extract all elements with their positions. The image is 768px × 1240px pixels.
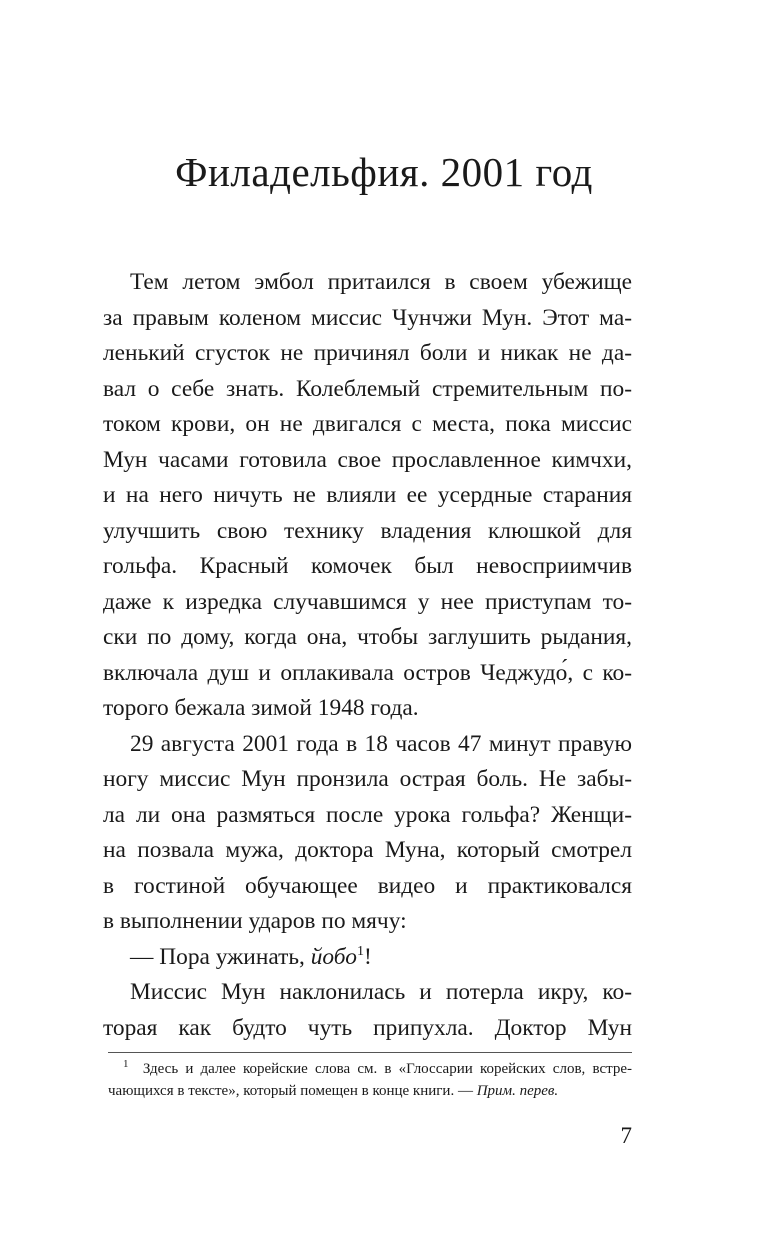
korean-word: йобо <box>310 944 357 970</box>
text-line: в выполнении ударов по мячу: <box>103 908 407 934</box>
text-line: Мун часами готовила свое прославленное кимчхи, <box>103 447 632 473</box>
footnote-marker: 1 <box>123 1058 129 1070</box>
text-line: торая как будто чуть припухла. Доктор Мун <box>103 1015 632 1041</box>
footnote-text: Здесь и далее корейские слова см. в «Глоссарии корейских слов, встре- <box>142 1061 632 1077</box>
text-line: торого бежала зимой 1948 года. <box>103 695 419 721</box>
dialogue-text: — Пора ужинать, <box>130 944 311 970</box>
text-line: на позвала мужа, доктора Муна, который смотрел <box>103 837 632 863</box>
text-line: вал о себе знать. Колеблемый стремительным по- <box>103 376 632 402</box>
text-line: гольфа. Красный комочек был невосприимчив <box>103 553 632 579</box>
text-line: в гостиной обучающее видео и практиковался <box>103 873 632 899</box>
text-line: Миссис Мун наклонилась и потерла икру, ко- <box>130 979 632 1005</box>
text-line: ла ли она размяться после урока гольфа? Женщи- <box>103 802 632 828</box>
text-line: Тем летом эмбол притаился в своем убежище <box>130 269 632 295</box>
footnote-line <box>108 1080 632 1102</box>
text-line: включала душ и оплакивала остров Чеджудо́, с ко- <box>103 660 632 686</box>
page-number: 7 <box>620 1123 632 1148</box>
text-line: ногу миссис Мун пронзила острая боль. Не забы- <box>103 766 632 792</box>
text-line: током крови, он не двигался с места, пока миссис <box>103 411 632 437</box>
text-line: даже к изредка случавшимся у нее приступам то- <box>103 589 632 615</box>
text-line: и на него ничуть не влияли ее усердные старания <box>103 482 632 508</box>
text-line: ски по дому, когда она, чтобы заглушить рыдания, <box>103 624 632 650</box>
dialogue-line <box>130 940 632 974</box>
text-line: 29 августа 2001 года в 18 часов 47 минут правую <box>130 731 632 757</box>
footnote-ref: 1 <box>356 944 364 960</box>
translator-note: Прим. перев. <box>476 1083 559 1099</box>
footnote-line <box>123 1058 632 1080</box>
text-line: ленький сгусток не причинял боли и никак не да- <box>103 340 632 366</box>
footnote-text: чающихся в тексте», который помещен в конце книги. — <box>108 1083 477 1099</box>
chapter-title: Филадельфия. 2001 год <box>175 149 593 195</box>
text-line: улучшить свою технику владения клюшкой для <box>103 518 632 544</box>
footnote-divider <box>108 1052 632 1053</box>
text-line: за правым коленом миссис Чунчжи Мун. Этот ма- <box>103 305 632 331</box>
dialogue-suffix: ! <box>363 944 372 970</box>
